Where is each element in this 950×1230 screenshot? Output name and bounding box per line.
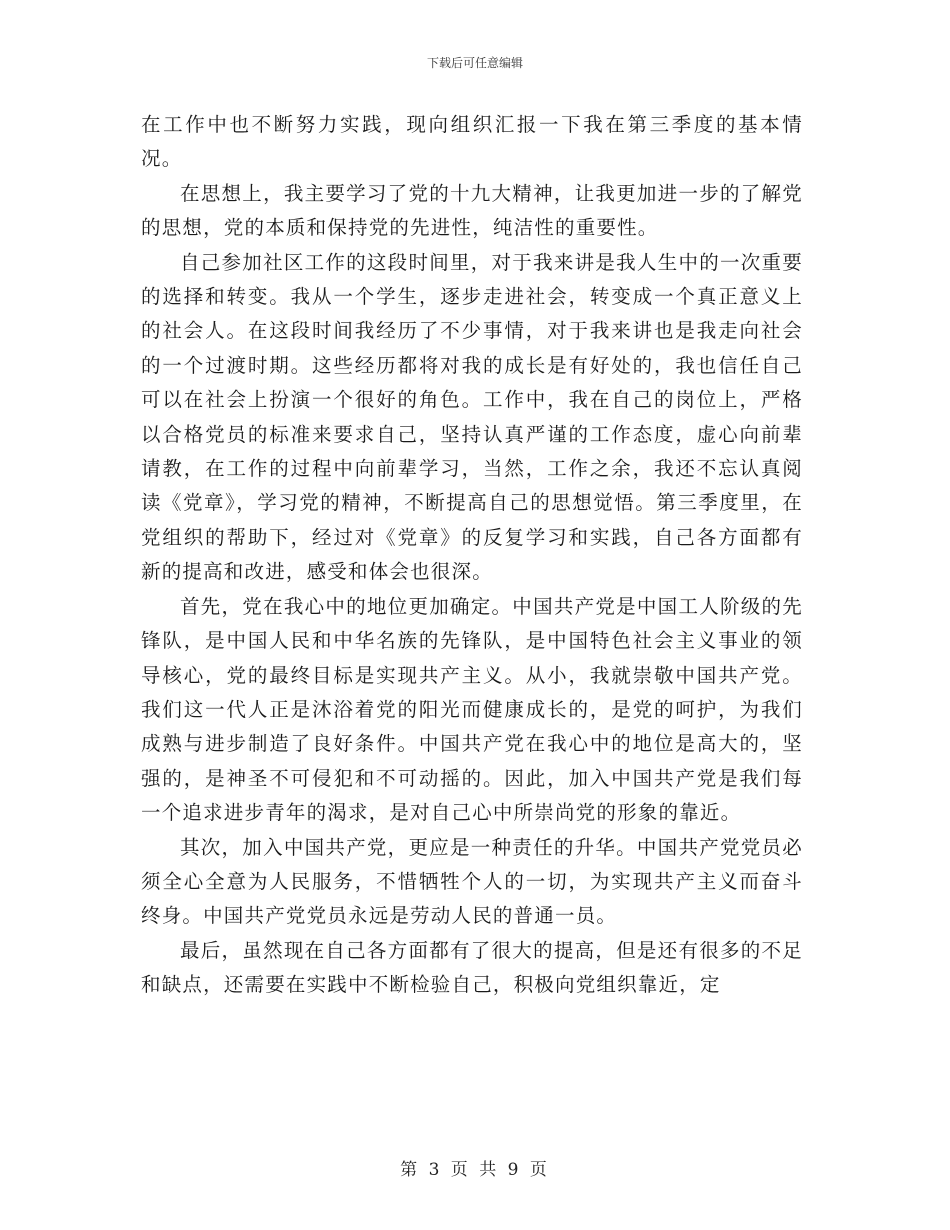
paragraph-second: 其次，加入中国共产党，更应是一种责任的升华。中国共产党党员必须全心全意为人民服务，不惜牺牲个人的一切，为实现共产主义而奋斗终身。中国共产党党员永远是劳动人民的普通一员。 <box>141 835 803 928</box>
paragraph-thought: 在思想上，我主要学习了党的十九大精神，让我更加进一步的了解党的思想，党的本质和保持党的先进性，纯洁性的重要性。 <box>141 181 803 240</box>
document-body <box>141 108 803 1003</box>
paragraph-continuation: 在工作中也不断努力实践，现向组织汇报一下我在第三季度的基本情况。 <box>141 113 803 171</box>
paragraph-first: 首先，党在我心中的地位更加确定。中国共产党是中国工人阶级的先锋队，是中国人民和中华名族的先锋队，是中国特色社会主义事业的领导核心，党的最终目标是实现共产主义。从小，我就崇敬中国共产党。我们这一代人正是沐浴着党的阳光而健康成长的，是党的呵护，为我们成熟与进步制造了良好条件。中国共产党在我心中的地位是高大的，坚强的，是神圣不可侵犯和不可动摇的。因此，加入中国共产党是我们每一个追求进步青年的渴求，是对自己心中所崇尚党的形象的靠近。 <box>141 594 803 825</box>
paragraph-last: 最后，虽然现在自己各方面都有了很大的提高，但是还有很多的不足和缺点，还需要在实践中不断检验自己，积极向党组织靠近，定 <box>141 938 803 997</box>
paragraph-community-work: 自己参加社区工作的这段时间里，对于我来讲是我人生中的一次重要的选择和转变。我从一个学生，逐步走进社会，转变成一个真正意义上的社会人。在这段时间我经历了不少事情，对于我来讲也是我走向社会的一个过渡时期。这些经历都将对我的成长是有好处的，我也信任自己可以在社会上扮演一个很好的角色。工作中，我在自己的岗位上，严格以合格党员的标准来要求自己，坚持认真严谨的工作态度，虚心向前辈请教，在工作的过程中向前辈学习，当然，工作之余，我还不忘认真阅读《党章》，学习党的精神，不断提高自己的思想觉悟。第三季度里，在党组织的帮助下，经过对《党章》的反复学习和实践，自己各方面都有新的提高和改进，感受和体会也很深。 <box>141 250 803 584</box>
page-header: 下载后可任意编辑 <box>426 56 523 70</box>
page-number: 第 3 页 共 9 页 <box>400 1160 550 1180</box>
